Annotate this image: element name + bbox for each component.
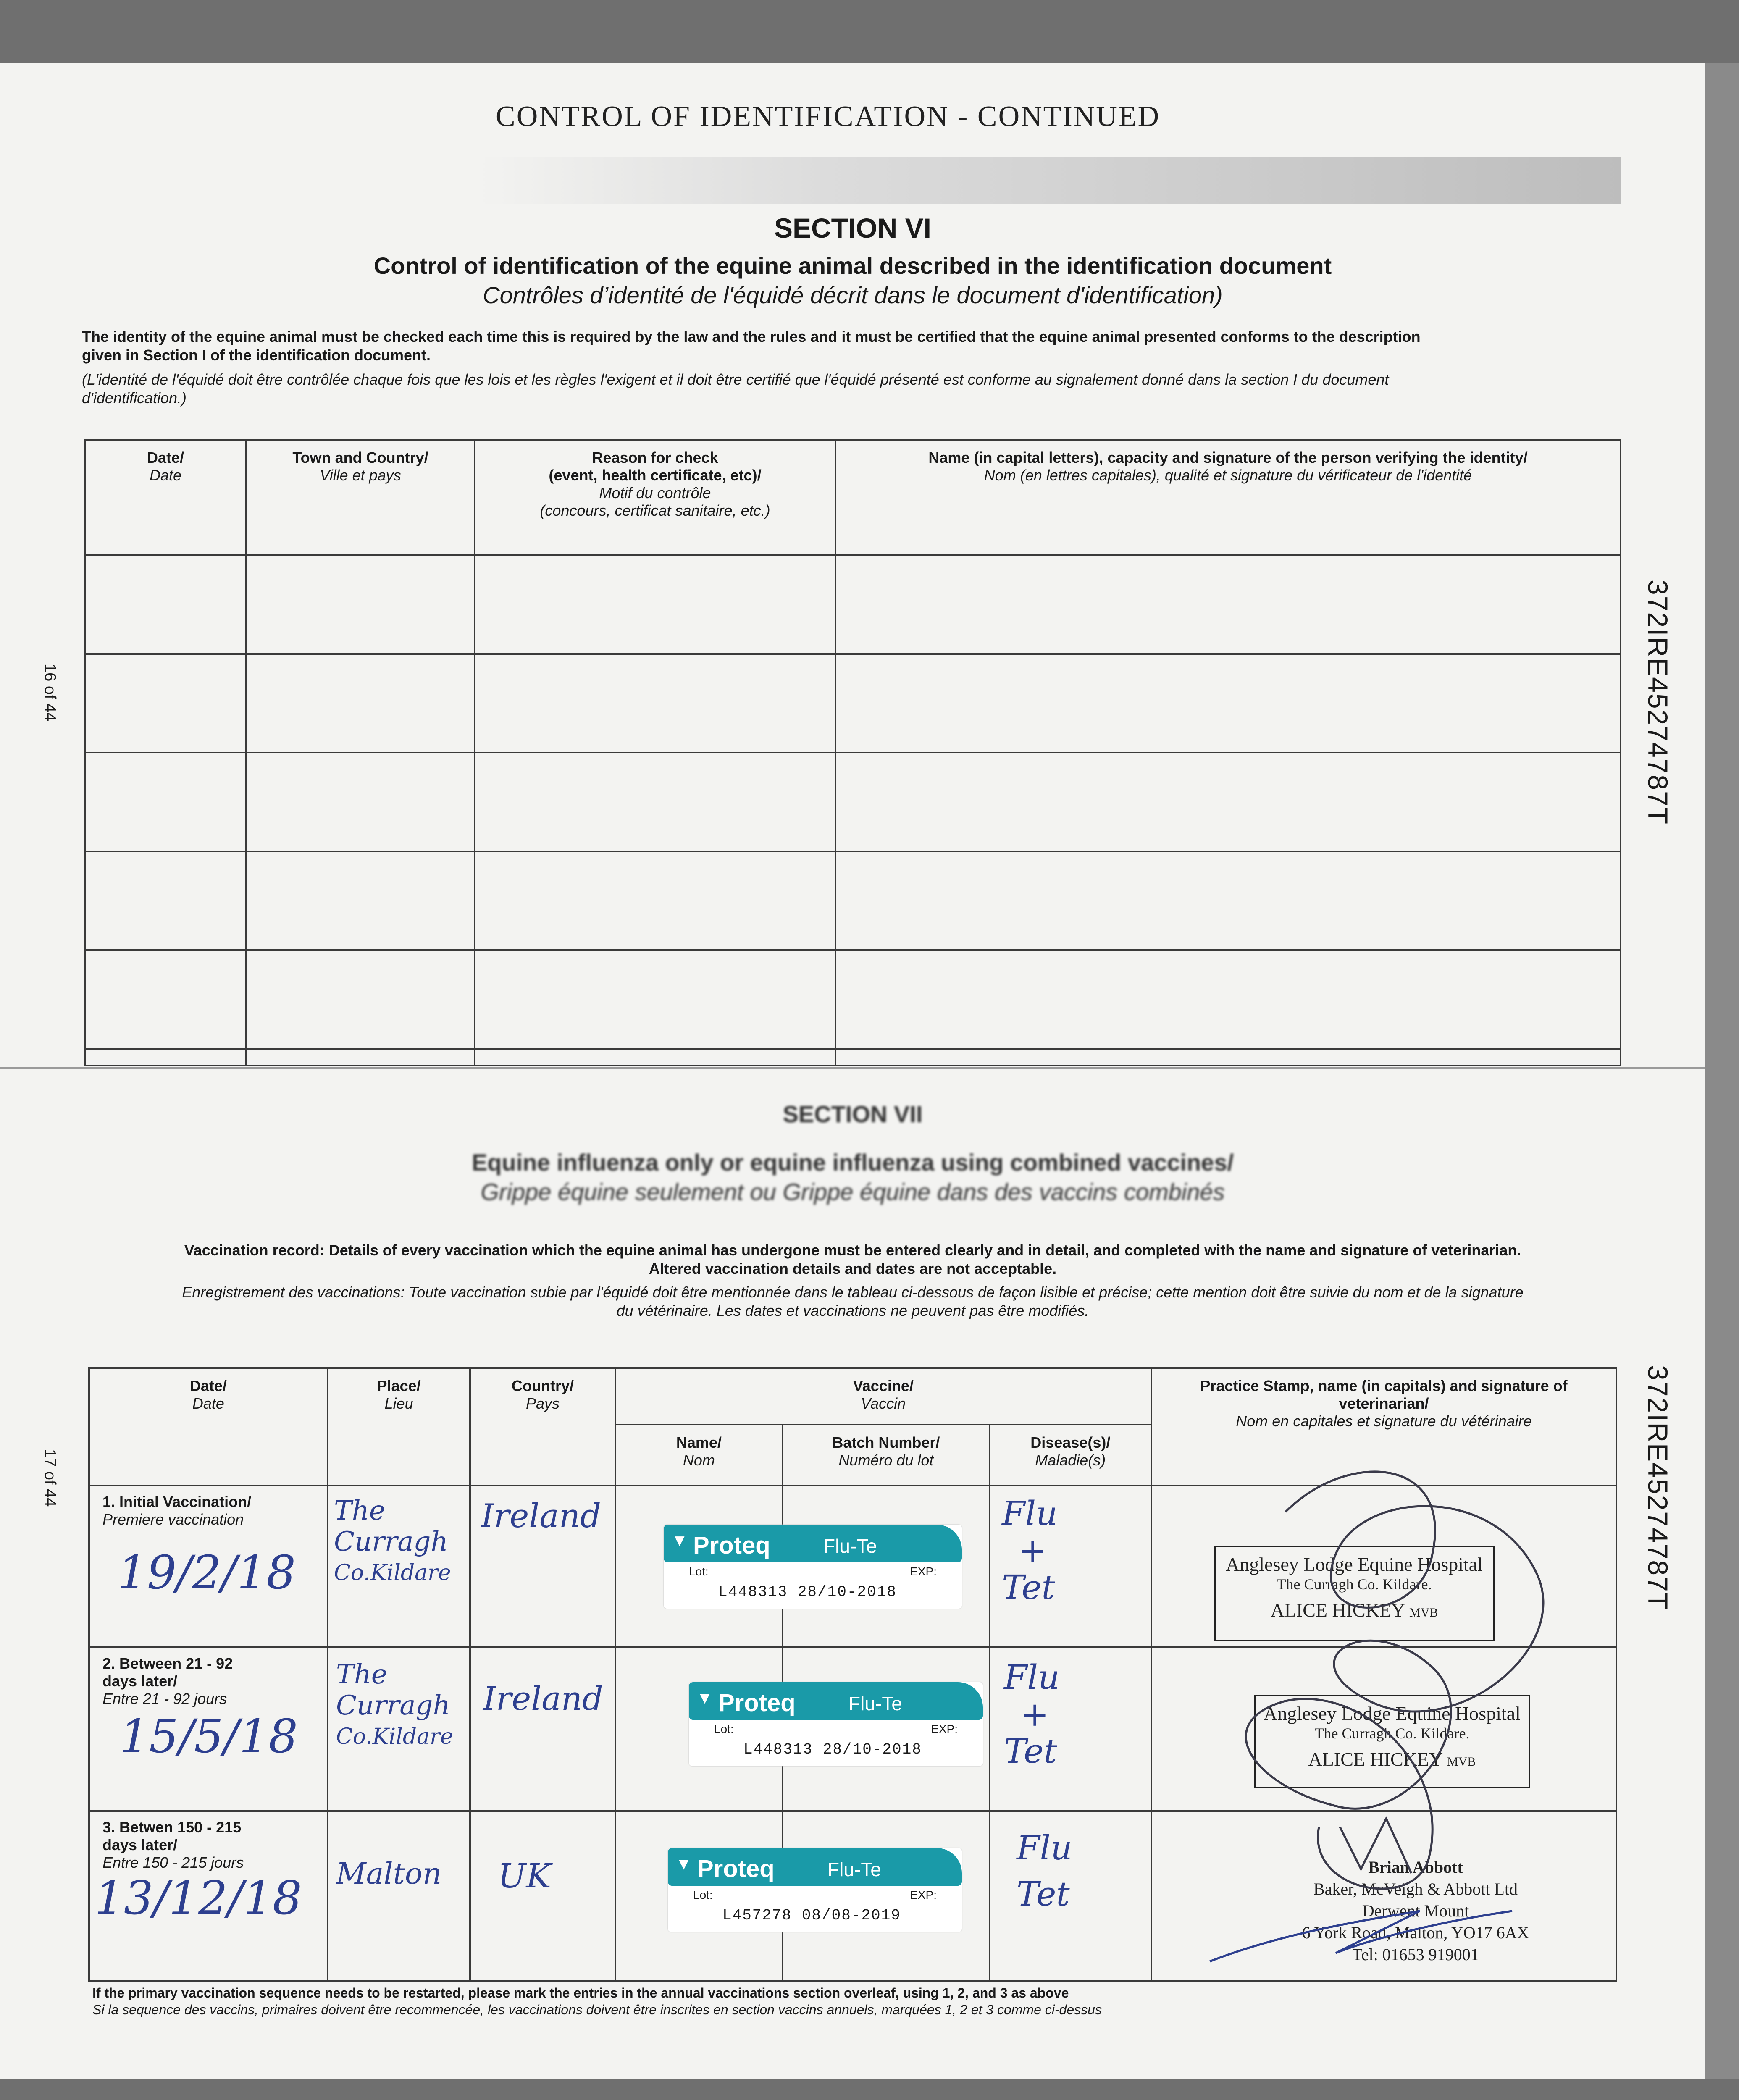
row-2-label-en-2: days later/ (102, 1672, 178, 1690)
scanner-edge-bottom (0, 2079, 1739, 2100)
section-vi-title-en: Control of identification of the equine animal described in the identification document (373, 252, 1332, 279)
col-place-en: Place/ (377, 1377, 421, 1394)
col-verifier-fr: Nom (en lettres capitales), qualité et signature du vérificateur de l'identité (984, 467, 1472, 484)
intro-en-line-2: given in Section I of the identification document. (82, 346, 431, 364)
col-vaccine-en: Vaccine/ (853, 1377, 914, 1394)
droplet-icon: ▼ (671, 1531, 688, 1550)
col-vacc-date (89, 1368, 328, 1486)
stamp-1-hospital-name: Anglesey Lodge Equine Hospital (1226, 1554, 1483, 1575)
col-verifier-en: Name (in capital letters), capacity and signature of the person verifying the identity/ (928, 449, 1528, 466)
footer-note-en: If the primary vaccination sequence needs to be restarted, please mark the entries in the annual vaccinations section overleaf, using 1, 2, and 3 as above (92, 1985, 1069, 2000)
row-2-batch: L448313 28/10-2018 (743, 1741, 922, 1758)
col-batch-fr: Numéro du lot (838, 1452, 934, 1469)
row-1-place-line-3: Co.Kildare (334, 1560, 451, 1586)
practice-stamp-company: Baker, McVeigh & Abbott Ltd (1313, 1880, 1518, 1898)
col-reason-en-2: (event, health certificate, etc)/ (549, 467, 762, 484)
row-1-disease-1: Flu (1002, 1494, 1058, 1533)
col-stamp-en-2: veterinarian/ (1339, 1395, 1429, 1412)
section-vi-title-fr: Contrôles d’identité de l'équidé décrit dans le document d'identification) (483, 282, 1223, 308)
section-banner: CONTROL OF IDENTIFICATION - CONTINUED (496, 100, 1161, 133)
footer-note-fr: Si la sequence des vaccins, primaires doivent être recommencée, les vaccinations doivent être inscrites en section vaccins annuels, marquées 1, 2 et 3 comme ci-dessus (92, 2002, 1102, 2017)
table-row (85, 851, 1621, 950)
row-3-date: 13/12/18 (95, 1871, 302, 1925)
vaccination-intro-fr (0, 1283, 1705, 1320)
col-date-fr: Date (149, 467, 182, 484)
row-3-batch: L457278 08/08-2019 (722, 1907, 901, 1924)
table-row (85, 555, 1621, 654)
section-vi-heading: SECTION VI (774, 213, 932, 244)
row-1-place (334, 1495, 451, 1588)
row-3-exp-label: EXP: (910, 1888, 937, 1901)
section-vii-title-fr: Grippe équine seulement ou Grippe équine dans des vaccins combinés (481, 1179, 1225, 1205)
row-2-country: Ireland (483, 1680, 603, 1718)
page-number-17: 17 of 44 (41, 1449, 59, 1507)
col-disease-en: Disease(s)/ (1030, 1434, 1111, 1451)
col-disease-fr: Maladie(s) (1035, 1452, 1106, 1469)
intro-fr-line-2: d'identification.) (82, 389, 187, 407)
stamp-1-vet-suffix: MVB (1409, 1606, 1438, 1620)
row-1-label-fr: Premiere vaccination (102, 1511, 244, 1528)
row-2-vaccine-brand: Proteq (718, 1689, 796, 1717)
table-row (85, 753, 1621, 851)
row-3-lot-label: Lot: (693, 1888, 713, 1901)
row-3-label-en-1: 3. Betwen 150 - 215 (102, 1819, 242, 1836)
col-town-en: Town and Country/ (292, 449, 428, 466)
row-3-disease-2: Tet (1017, 1874, 1070, 1914)
stamp-2-vet-suffix: MVB (1447, 1755, 1476, 1769)
col-date (85, 440, 246, 555)
row-1-disease-2: + (1019, 1531, 1047, 1570)
col-vaccine-fr: Vaccin (861, 1395, 906, 1412)
col-reason (475, 440, 835, 555)
col-reason-en-1: Reason for check (592, 449, 718, 466)
row-3-label-en-2: days later/ (102, 1836, 178, 1853)
col-place (328, 1368, 470, 1486)
row-2-place-line-2: Curragh (336, 1690, 450, 1721)
table-row (85, 1049, 1621, 1066)
banner-background (479, 158, 1621, 204)
row-3-country: UK (498, 1856, 552, 1895)
row-2-label-fr: Entre 21 - 92 jours (102, 1690, 227, 1707)
droplet-icon: ▼ (675, 1855, 692, 1873)
col-disease (990, 1425, 1151, 1486)
col-town (246, 440, 475, 555)
row-2-disease-1: Flu (1004, 1658, 1060, 1697)
col-stamp-fr: Nom en capitales et signature du vétérinaire (1236, 1412, 1532, 1430)
row-1-place-line-2: Curragh (334, 1526, 448, 1557)
col-verifier (835, 440, 1621, 555)
row-1-vaccine-sticker (664, 1525, 962, 1609)
stamp-1-hospital-address: The Curragh Co. Kildare. (1277, 1576, 1432, 1593)
row-3-place: Malton (336, 1856, 442, 1891)
row-1-disease (1002, 1495, 1058, 1606)
row-3-disease-1: Flu (1017, 1828, 1072, 1867)
table-row (85, 654, 1621, 753)
row-1-country: Ireland (481, 1497, 601, 1535)
row-1-disease-3: Tet (1002, 1568, 1055, 1607)
vaccination-intro-fr-2: du vétérinaire. Les dates et vaccinations ne peuvent pas être modifiés. (616, 1302, 1089, 1319)
row-1-date: 19/2/18 (118, 1546, 296, 1599)
identity-check-table (84, 439, 1621, 1066)
practice-stamp-name: Brian Abbott (1368, 1858, 1463, 1877)
col-place-fr: Lieu (384, 1395, 413, 1412)
row-2-label-en-1: 2. Between 21 - 92 (102, 1655, 233, 1672)
row-1-vaccine-brand: Proteq (693, 1532, 770, 1559)
droplet-icon: ▼ (696, 1689, 713, 1707)
vaccination-intro-en (0, 1241, 1705, 1278)
row-2-vaccine-product: Flu-Te (848, 1693, 902, 1714)
vaccination-intro-en-2: Altered vaccination details and dates are not acceptable. (649, 1260, 1057, 1277)
row-2-disease-2: + (1021, 1695, 1049, 1734)
col-vaccine-name-en: Name/ (676, 1434, 722, 1451)
scanner-edge-top (0, 0, 1739, 63)
row-2-place (336, 1659, 453, 1752)
row-1-exp-label: EXP: (910, 1565, 937, 1578)
table-row (85, 950, 1621, 1049)
row-3-vaccine-product: Flu-Te (827, 1858, 881, 1880)
stamp-2-hospital-name: Anglesey Lodge Equine Hospital (1264, 1703, 1521, 1724)
col-vaccine-name-fr: Nom (683, 1452, 715, 1469)
passport-id-top: 372IRE45274787T (1642, 580, 1673, 825)
section-vii-heading: SECTION VII (783, 1101, 923, 1127)
row-2-place-line-3: Co.Kildare (336, 1724, 453, 1749)
row-3-vaccine-sticker (668, 1848, 962, 1932)
row-1-label-en: 1. Initial Vaccination/ (102, 1493, 252, 1510)
col-country (470, 1368, 615, 1486)
intro-en (82, 328, 1602, 365)
intro-fr-line-1: (L'identité de l'équidé doit être contrôlée chaque fois que les lois et les règles l'exigent et il doit être certifié que l'équidé présenté est conforme au signalement donné dans la section I du document (82, 371, 1389, 388)
vet-signature (1159, 1449, 1621, 1995)
col-vaccine-name (615, 1425, 783, 1486)
col-town-fr: Ville et pays (320, 467, 401, 484)
row-1-lot-label: Lot: (689, 1565, 709, 1578)
col-vaccine (615, 1368, 1151, 1425)
section-vii-title-en: Equine influenza only or equine influenza using combined vaccines/ (471, 1149, 1234, 1176)
col-vacc-date-fr: Date (192, 1395, 224, 1412)
row-3-label-fr: Entre 150 - 215 jours (102, 1854, 244, 1871)
intro-fr (82, 370, 1602, 407)
col-reason-fr-2: (concours, certificat sanitaire, etc.) (540, 502, 770, 519)
row-3-vaccine-brand: Proteq (697, 1855, 775, 1882)
row-1-vaccine-product: Flu-Te (823, 1535, 877, 1557)
col-reason-fr-1: Motif du contrôle (599, 484, 711, 501)
col-stamp-en-1: Practice Stamp, name (in capitals) and signature of (1200, 1377, 1568, 1394)
vaccination-intro-en-1: Vaccination record: Details of every vaccination which the equine animal has undergone must be entered clearly and in detail, and completed with the name and signature of veterinarian. (184, 1242, 1521, 1259)
stamp-1-vet-name: ALICE HICKEY (1270, 1599, 1405, 1621)
intro-en-line-1: The identity of the equine animal must be checked each time this is required by the law and the rules and it must be certified that the equine animal presented conforms to the description (82, 328, 1421, 345)
row-2-exp-label: EXP: (931, 1722, 958, 1735)
practice-stamp-address-2: 6 York Road, Malton, YO17 6AX (1302, 1923, 1529, 1942)
practice-stamp-phone: Tel: 01653 919001 (1352, 1945, 1479, 1964)
col-batch-en: Batch Number/ (832, 1434, 940, 1451)
row-2-date: 15/5/18 (120, 1709, 298, 1763)
row-1-place-line-1: The (334, 1495, 385, 1526)
row-2-lot-label: Lot: (714, 1722, 734, 1735)
practice-stamp-address-1: Derwent Mount (1362, 1901, 1469, 1920)
row-1-batch: L448313 28/10-2018 (718, 1583, 897, 1601)
col-vacc-date-en: Date/ (189, 1377, 227, 1394)
footer-note (92, 1984, 1605, 2018)
col-batch (783, 1425, 989, 1486)
col-country-fr: Pays (525, 1395, 560, 1412)
row-2-vaccine-sticker (689, 1682, 983, 1766)
col-date-en: Date/ (147, 449, 184, 466)
row-3-disease (1017, 1825, 1072, 1917)
stamp-2-hospital-address: The Curragh Co. Kildare. (1314, 1725, 1470, 1742)
stamp-2-vet-name: ALICE HICKEY (1308, 1748, 1442, 1770)
passport-id-bottom: 372IRE45274787T (1642, 1365, 1673, 1611)
col-country-en: Country/ (512, 1377, 574, 1394)
page-number-16: 16 of 44 (41, 664, 59, 722)
row-2-place-line-1: The (336, 1659, 387, 1690)
vaccination-intro-fr-1: Enregistrement des vaccinations: Toute vaccination subie par l'équidé doit être mentionnée dans le tableau ci-dessous de façon lisible et précise; cette mention doit être suivie du nom et de la signature (182, 1284, 1524, 1301)
row-2-disease (1004, 1659, 1060, 1770)
row-2-disease-3: Tet (1004, 1732, 1057, 1771)
